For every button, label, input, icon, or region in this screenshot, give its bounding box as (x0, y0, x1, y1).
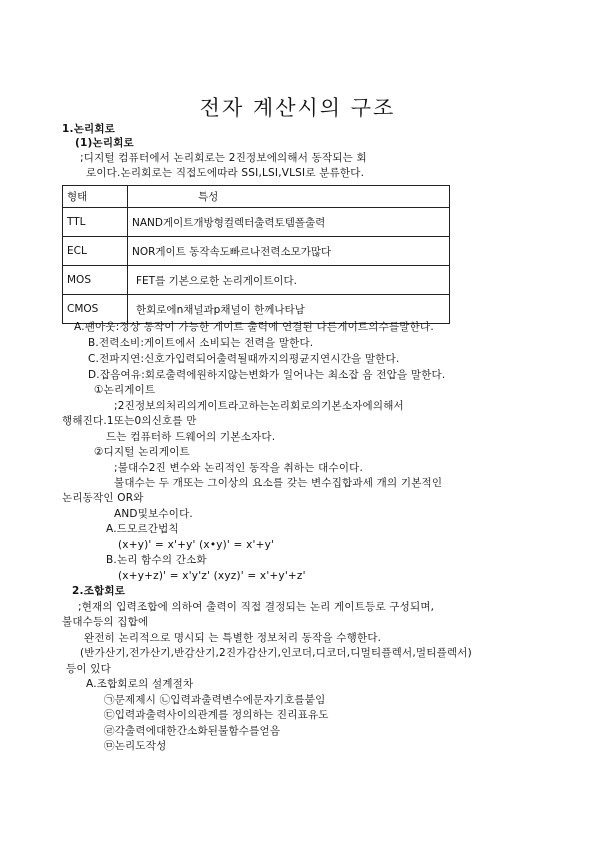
paragraph-line: ;불대수2진 변수와 논리적인 동작을 취하는 대수이다. (114, 462, 364, 474)
list-item: ㉤논리도작성 (104, 740, 167, 752)
table-cell-feature: NOR게이트 동작속도빠르나전력소모가많다 (128, 237, 450, 266)
table-cell-type: CMOS (63, 295, 128, 324)
table-row (63, 266, 450, 295)
subsection-heading-logic-gate: ①논리게이트 (94, 384, 156, 396)
paragraph-line: 로이다.논리회로는 직접도에따라 SSI,LSI,VLSI로 분류한다. (86, 167, 365, 179)
design-procedure-heading: A.조합회로의 설계절차 (86, 678, 194, 690)
list-item: ㉢입력과출력사이의관계를 정의하는 진리표유도 (104, 709, 329, 721)
paragraph-line: 등이 있다 (66, 663, 111, 675)
table-cell-feature: 한회로에n채널과p채널이 한께나타남 (128, 295, 450, 324)
paragraph-line: ;2진정보의처리의게이트라고하는논리회로의기본소자에의해서 (114, 400, 404, 412)
list-item: C.전파지연:신호가입력되어출력될때까지의평균지연시간을 말한다. (88, 353, 400, 365)
paragraph-line: 논리동작인 OR와 (62, 492, 144, 504)
paragraph-line: AND및보수이다. (114, 508, 193, 520)
simplification-heading: B.논리 함수의 간소화 (106, 554, 207, 566)
table-row (63, 237, 450, 266)
table-header-cell: 특성 (128, 186, 450, 208)
table-row (63, 208, 450, 237)
table-cell-type: MOS (63, 266, 128, 295)
table-header-cell: 형태 (63, 186, 128, 208)
paragraph-line: ;디지털 컴퓨터에서 논리회로는 2진정보에의해서 동작되는 회 (80, 152, 367, 164)
table-cell-feature: FET를 기본으로한 논리게이트이다. (128, 266, 450, 295)
list-item: D.잡음여유:회로출력에원하지않는변화가 일어나는 최소잡 음 전압을 말한다. (88, 369, 446, 381)
paragraph-line: 완전히 논리적으로 명시되 는 특별한 정보처리 동작을 수행한다. (84, 632, 382, 644)
paragraph-line: 불대수등의 집합에 (62, 616, 149, 628)
list-item: ㉠문제제시 ㉡입력과출력변수에문자기호를붙임 (104, 694, 326, 706)
paragraph-line: 불대수는 두 개또는 그이상의 요소를 갖는 변수집합과세 개의 기본적인 (114, 477, 443, 489)
section-heading-combinational-circuit: 2.조합회로 (72, 585, 126, 597)
logic-family-table (62, 185, 450, 324)
list-item: A.팬아웃:정상 동작이 가능한 게이트 출력에 연결된 다른게이트의수를말한다. (74, 321, 434, 333)
simplification-equation: (x+y+z)' = x'y'z' (xyz)' = x'+y'+z' (118, 570, 306, 582)
table-cell-type: TTL (63, 208, 128, 237)
demorgan-equation: (x+y)' = x'+y' (x•y)' = x'+y' (118, 539, 275, 551)
list-item: B.전력소비:게이트에서 소비되는 전력을 말한다. (88, 337, 314, 349)
section-heading-logic-circuit: 1.논리회로 (62, 123, 116, 135)
subsection-heading-logic-circuit: (1)논리회로 (75, 137, 134, 149)
page-title: 전자 계산시의 구조 (199, 96, 396, 120)
table-cell-type: ECL (63, 237, 128, 266)
table-cell-feature: NAND게이트개방형컬렉터출력토템폴출력 (128, 208, 450, 237)
paragraph-line: ;현재의 입력조합에 의하여 출력이 직접 결정되는 논리 게이트등로 구성되며, (78, 601, 435, 613)
table-header-row (63, 186, 450, 208)
demorgan-heading: A.드모르간법칙 (106, 523, 179, 535)
subsection-heading-digital-logic-gate: ②디지털 논리게이트 (94, 446, 190, 458)
paragraph-line: 행해진다.1또는0의신호를 만 (62, 415, 197, 427)
list-item: ㉣각출력에대한간소화된불함수를얻음 (104, 725, 281, 737)
paragraph-line: 드는 컴퓨터하 드웨어의 기본소자다. (106, 431, 276, 443)
paragraph-line: (반가산기,전가산기,반감산기,2진가감산기,인코더,디코더,디멀티플렉서,멀티플렉서) (80, 647, 472, 659)
